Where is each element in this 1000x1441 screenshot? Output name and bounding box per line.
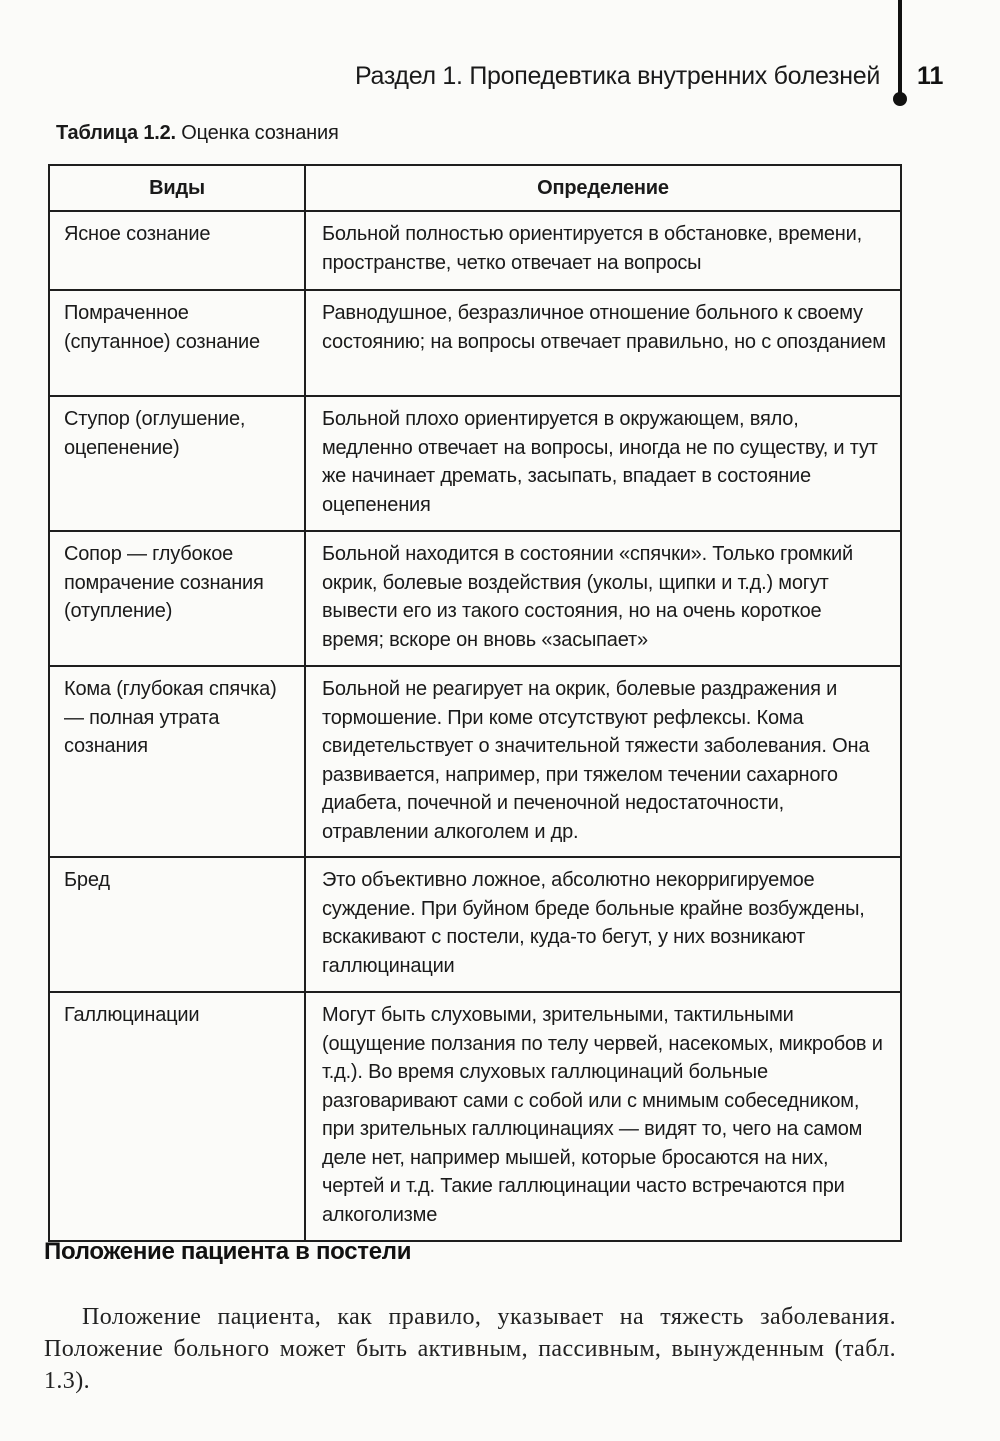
definition-cell: Больной находится в состоянии «спячки». Только громкий окрик, болевые воздействия (уколы, щипки и т.д.) могут вывести его из такого состояния, но на очень короткое время; вскоре он вновь «засыпает» [305, 531, 901, 666]
consciousness-table [48, 164, 902, 1242]
definition-cell: Равнодушное, безразличное отношение больного к своему состоянию; на вопросы отвечает правильно, но с опозданием [305, 290, 901, 396]
table-row [49, 531, 901, 666]
page-number: 11 [917, 62, 944, 90]
kind-cell: Бред [49, 857, 305, 992]
section-heading: Положение пациента в постели [44, 1238, 412, 1265]
kind-cell: Сопор — глубокое помрачение сознания (отупление) [49, 531, 305, 666]
kind-cell: Ясное сознание [49, 211, 305, 290]
definition-cell: Это объективно ложное, абсолютно некорригируемое суждение. При буйном бреде больные крайне возбуждены, вскакивают с постели, куда-то бегут, у них возникают галлюцинации [305, 857, 901, 992]
table-caption-label: Таблица 1.2. [56, 122, 176, 144]
table-caption [56, 122, 339, 145]
kind-cell: Кома (глубокая спячка) — полная утрата сознания [49, 666, 305, 857]
body-paragraph: Положение пациента, как правило, указывает на тяжесть заболевания. Положение больного может быть активным, пассивным, вынужденным (табл. 1.3). [44, 1304, 896, 1394]
kind-cell: Ступор (оглушение, оцепенение) [49, 396, 305, 531]
table-row [49, 290, 901, 396]
definition-cell: Могут быть слуховыми, зрительными, тактильными (ощущение ползания по телу червей, насекомых, микробов и т.д.). Во время слуховых галлюцинаций больные разговаривают сами с собой или с мнимым собеседником, при зрительных галлюцинациях — видят то, чего на самом деле нет, например мышей, которые бросаются на них, чертей и т.д. Такие галлюцинации часто встречаются при алкоголизме [305, 992, 901, 1241]
consciousness-table-wrapper [48, 164, 900, 1242]
column-header-definition: Определение [305, 165, 901, 211]
definition-cell: Больной плохо ориентируется в окружающем, вяло, медленно отвечает на вопросы, иногда не по существу, и тут же начинает дремать, засыпать, впадает в состояние оцепенения [305, 396, 901, 531]
running-header: Раздел 1. Пропедевтика внутренних болезней [354, 62, 880, 90]
column-header-kinds: Виды [49, 165, 305, 211]
kind-cell: Галлюцинации [49, 992, 305, 1241]
table-row [49, 992, 901, 1241]
definition-cell: Больной полностью ориентируется в обстановке, времени, пространстве, четко отвечает на вопросы [305, 211, 901, 290]
table-row [49, 396, 901, 531]
table-header-row [49, 165, 901, 211]
header-vertical-rule [898, 0, 902, 96]
kind-cell: Помраченное (спутанное) сознание [49, 290, 305, 396]
header-rule-dot [893, 92, 907, 106]
table-row [49, 857, 901, 992]
table-caption-text: Оценка сознания [175, 122, 339, 144]
definition-cell: Больной не реагирует на окрик, болевые раздражения и тормошение. При коме отсутствуют рефлексы. Кома свидетельствует о значительной тяжести заболевания. Она развивается, например, при тяжелом течении сахарного диабета, почечной и печеночной недостаточности, отравлении алкоголем и др. [305, 666, 901, 857]
table-row [49, 211, 901, 290]
table-row [49, 666, 901, 857]
